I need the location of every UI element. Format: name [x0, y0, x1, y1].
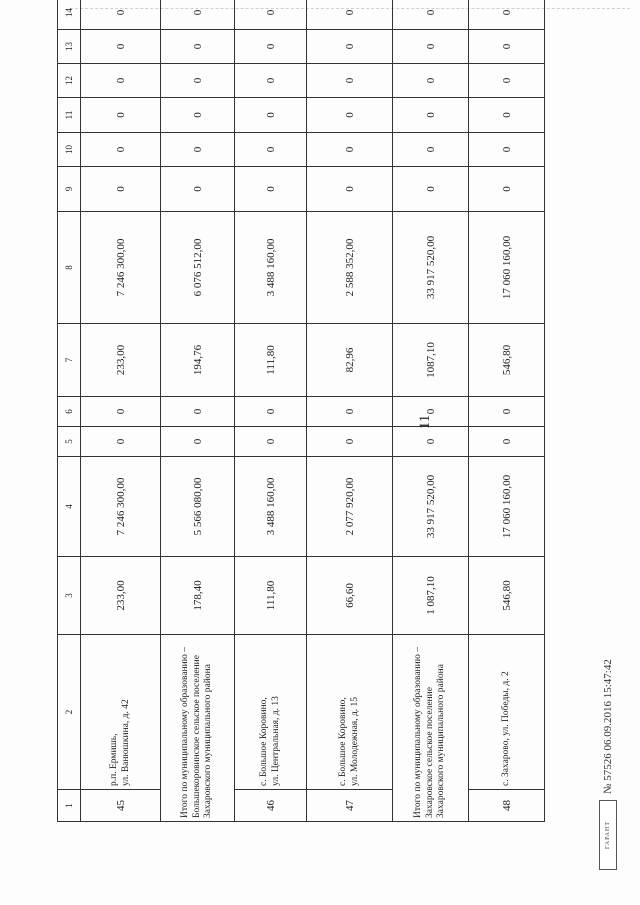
value-cell: 0: [235, 30, 307, 64]
value-cell: 0: [469, 64, 545, 98]
value-cell: 0: [307, 133, 393, 167]
row-number-cell: 48: [469, 790, 545, 822]
value-cell: 0: [393, 397, 469, 427]
value-cell: 0: [307, 397, 393, 427]
page-number: 11: [417, 414, 433, 430]
value-cell: 0: [81, 0, 161, 30]
value-cell: 7 246 300,00: [81, 457, 161, 557]
column-header: 1: [58, 790, 81, 822]
table-row: [161, 0, 235, 822]
value-cell: 82,96: [307, 324, 393, 397]
value-cell: 0: [81, 64, 161, 98]
value-cell: 0: [393, 30, 469, 64]
value-cell: 0: [161, 64, 235, 98]
column-header: 3: [58, 557, 81, 635]
table-body: [81, 0, 545, 822]
column-header: 4: [58, 457, 81, 557]
data-table: [57, 0, 545, 822]
value-cell: 178,40: [161, 557, 235, 635]
table-header: [58, 0, 81, 822]
value-cell: 233,00: [81, 324, 161, 397]
value-cell: 0: [235, 167, 307, 212]
value-cell: 2 077 920,00: [307, 457, 393, 557]
value-cell: 33 917 520,00: [393, 212, 469, 324]
value-cell: 0: [81, 427, 161, 457]
value-cell: 0: [161, 397, 235, 427]
value-cell: 546,80: [469, 557, 545, 635]
column-header: 12: [58, 64, 81, 98]
value-cell: 0: [469, 167, 545, 212]
column-header: 2: [58, 635, 81, 790]
value-cell: 0: [393, 0, 469, 30]
value-cell: 0: [235, 0, 307, 30]
value-cell: 0: [161, 133, 235, 167]
value-cell: 0: [393, 64, 469, 98]
address-cell: с. Захарово, ул. Победы, д. 2: [469, 635, 545, 790]
value-cell: 0: [161, 167, 235, 212]
value-cell: 111,80: [235, 557, 307, 635]
subtotal-label: Итого по муниципальному образованию – Большекоровинское сельское поселение Захаровского муниципального района: [161, 635, 235, 822]
value-cell: 2 588 352,00: [307, 212, 393, 324]
stamp-logo-text: ГАРАНТ: [605, 820, 611, 850]
subtotal-label: Итого по муниципальному образованию – Захаровское сельское поселение Захаровского муниципального района: [393, 635, 469, 822]
value-cell: 0: [393, 98, 469, 133]
stamp-logo: [599, 800, 617, 870]
column-header: 10: [58, 133, 81, 167]
value-cell: 0: [161, 30, 235, 64]
column-header: 9: [58, 167, 81, 212]
value-cell: 0: [307, 427, 393, 457]
value-cell: 0: [307, 98, 393, 133]
value-cell: 5 566 080,00: [161, 457, 235, 557]
value-cell: 0: [81, 98, 161, 133]
row-number-cell: 47: [307, 790, 393, 822]
column-header: 11: [58, 98, 81, 133]
table-row: [469, 0, 545, 822]
column-header: 5: [58, 427, 81, 457]
value-cell: 33 917 520,00: [393, 457, 469, 557]
value-cell: 0: [81, 133, 161, 167]
value-cell: 1087,10: [393, 324, 469, 397]
value-cell: 7 246 300,00: [81, 212, 161, 324]
column-header: 8: [58, 212, 81, 324]
value-cell: 0: [393, 133, 469, 167]
table-rotated-container: [57, 8, 539, 822]
table-row: [393, 0, 469, 822]
value-cell: 0: [161, 427, 235, 457]
table-row: [81, 0, 161, 822]
value-cell: 0: [81, 30, 161, 64]
table-row: [307, 0, 393, 822]
value-cell: 0: [161, 98, 235, 133]
value-cell: 3 488 160,00: [235, 212, 307, 324]
value-cell: 66,60: [307, 557, 393, 635]
value-cell: 17 060 160,00: [469, 457, 545, 557]
value-cell: 0: [235, 427, 307, 457]
row-number-cell: 46: [235, 790, 307, 822]
value-cell: 0: [161, 0, 235, 30]
column-header: 7: [58, 324, 81, 397]
address-cell: с. Большое Коровино, ул. Центральная, д. 13: [235, 635, 307, 790]
value-cell: 0: [393, 427, 469, 457]
value-cell: 0: [469, 0, 545, 30]
value-cell: 0: [469, 98, 545, 133]
address-cell: р.п. Ермишь, ул. Ванюшкина, д. 42: [81, 635, 161, 790]
value-cell: 0: [307, 64, 393, 98]
value-cell: 0: [469, 30, 545, 64]
value-cell: 233,00: [81, 557, 161, 635]
table-row: [235, 0, 307, 822]
value-cell: 0: [469, 427, 545, 457]
row-number-cell: 45: [81, 790, 161, 822]
column-header: 13: [58, 30, 81, 64]
value-cell: 0: [307, 0, 393, 30]
value-cell: 194,76: [161, 324, 235, 397]
value-cell: 0: [81, 167, 161, 212]
value-cell: 1 087,10: [393, 557, 469, 635]
value-cell: 0: [235, 64, 307, 98]
value-cell: 0: [307, 30, 393, 64]
value-cell: 0: [81, 397, 161, 427]
value-cell: 111,80: [235, 324, 307, 397]
value-cell: 6 076 512,00: [161, 212, 235, 324]
value-cell: 17 060 160,00: [469, 212, 545, 324]
value-cell: 546,80: [469, 324, 545, 397]
value-cell: 0: [235, 397, 307, 427]
value-cell: 0: [235, 133, 307, 167]
stamp-number-date: № 57526 06.09.2016 15:47:42: [602, 659, 614, 794]
value-cell: 3 488 160,00: [235, 457, 307, 557]
value-cell: 0: [393, 167, 469, 212]
address-cell: с. Большое Коровино, ул. Молодежная, д. 15: [307, 635, 393, 790]
column-header: 6: [58, 397, 81, 427]
registration-stamp: [597, 470, 619, 870]
value-cell: 0: [307, 167, 393, 212]
value-cell: 0: [469, 397, 545, 427]
value-cell: 0: [469, 133, 545, 167]
column-header: 14: [58, 0, 81, 30]
value-cell: 0: [235, 98, 307, 133]
